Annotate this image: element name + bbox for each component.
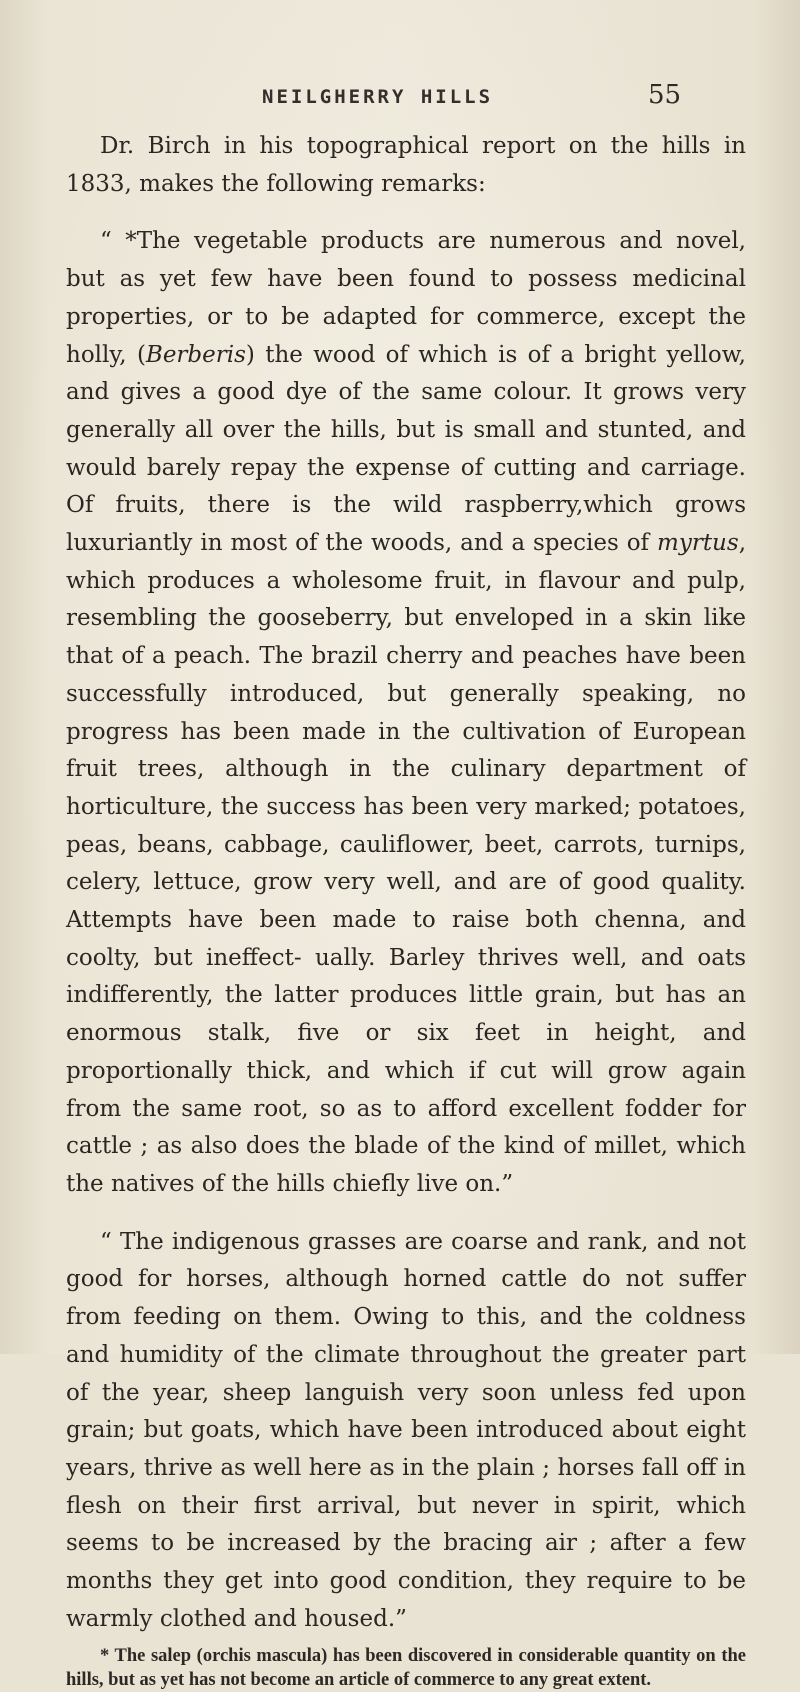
footnote: * The salep (orchis mascula) has been discovered in considerable quantity on the hills, but as yet has not become an article of commerce to any great extent. <box>66 1646 746 1691</box>
italic-term-berberis: Berberis <box>145 341 246 368</box>
body-text <box>66 128 746 1692</box>
running-title: NEILGHERRY HILLS <box>262 86 494 108</box>
paragraph-intro <box>66 128 746 203</box>
page-number: 55 <box>648 80 682 110</box>
paragraph-text: , which produces a wholesome fruit, in flavour and pulp, resembling the gooseberry, but enveloped in a skin like that of a peach. The brazil cherry and peaches have been successfully introduced, but generally speaking, no progress has been made in the cultivation of European fruit trees, although in the culinary department of horticulture, the success has been very marked; potatoes, peas, beans, cabbage, cauliflower, beet, carrots, turnips, celery, lettuce, grow very well, and are of good quality. Attempts have been made to raise both chenna, and coolty, but ineffect- ually. Barley thrives well, and oats indifferently, the latter produces little grain, but has an enormous stalk, five or six feet in height, and proportionally thick, and which if cut will grow again from the same root, so as to afford excellent fodder for cattle ; as also does the blade of the kind of millet, which the natives of the hills chiefly live on.” <box>66 530 746 1197</box>
running-head <box>0 80 800 116</box>
paragraph-text: ) the wood of which is of a bright yellow, and gives a good dye of the same colour. It grows very generally all over the hills, but is small and stunted, and would barely repay the expense of cutting and carriage. Of fruits, there is the wild raspberry,which grows luxuriantly in most of the woods, and a species of <box>66 341 746 557</box>
paragraph-text: Dr. Birch in his topographical report on the hills in 1833, makes the following remarks: <box>66 133 746 197</box>
paragraph-text: “ The indigenous grasses are coarse and rank, and not good for horses, although horned cattle do not suffer from feeding on them. Owing to this, and the coldness and humidity of the climate throughout the greater part of the year, sheep languish very soon unless fed upon grain; but goats, which have been introduced about eight years, thrive as well here as in the plain ; horses fall off in flesh on their first arrival, but never in spirit, which seems to be increased by the bracing air ; after a few months they get into good condition, they require to be warmly clothed and housed.” <box>66 1228 746 1632</box>
paragraph-text: “ *The vegetable products are numerous and novel, but as yet few have been found to possess medicinal properties, or to be adapted for commerce, except the holly, ( <box>66 228 746 368</box>
paragraph-vegetable-products <box>66 223 746 1203</box>
italic-term-myrtus: myrtus <box>657 530 739 557</box>
paragraph-grasses <box>66 1224 746 1639</box>
